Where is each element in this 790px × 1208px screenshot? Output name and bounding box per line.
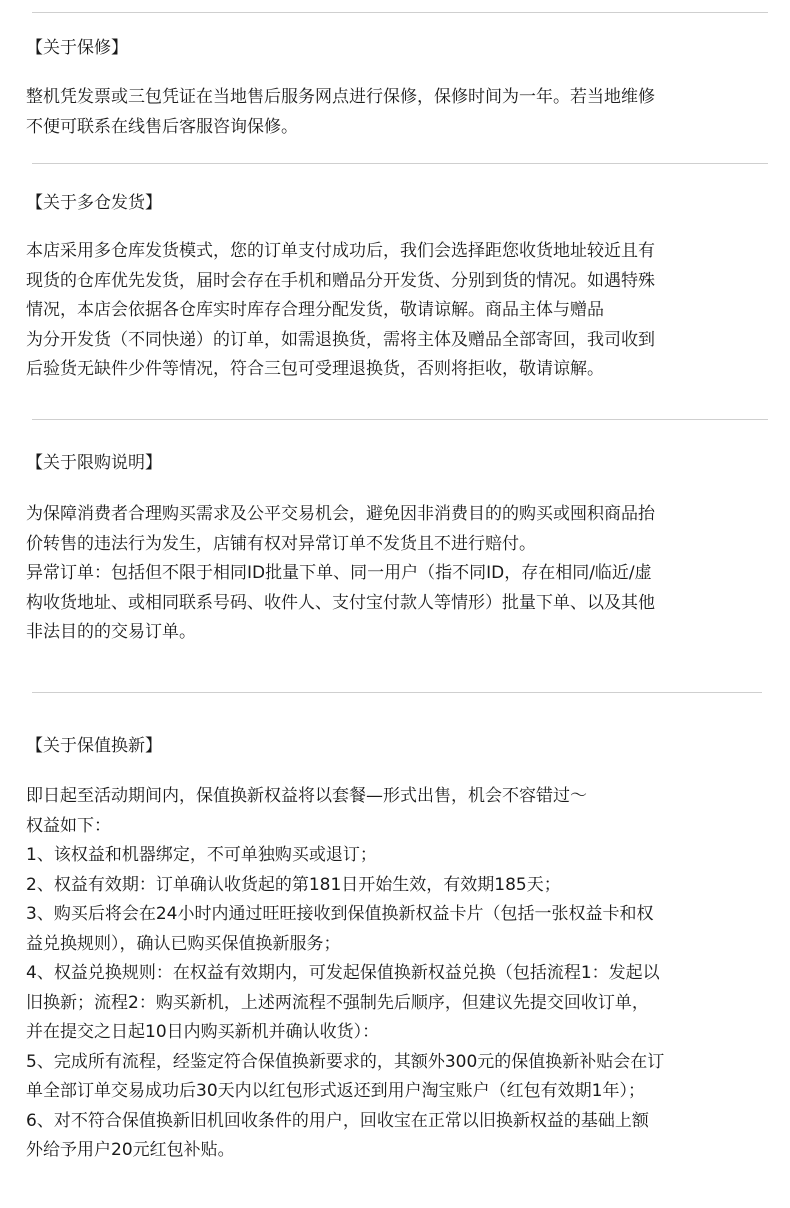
section-body-warranty <box>26 83 655 142</box>
section-body-multi-warehouse <box>26 237 655 385</box>
divider-1 <box>32 163 768 164</box>
section-body-purchase-limit <box>26 500 655 648</box>
text-line: 非法目的的交易订单。 <box>26 622 196 642</box>
text-line: 情况，本店会依据各仓库实时库存合理分配发货，敬请谅解。商品主体与赠品 <box>26 300 604 320</box>
text-line: 后验货无缺件少件等情况，符合三包可受理退换货，否则将拒收，敬请谅解。 <box>26 359 604 379</box>
text-line: 6、对不符合保值换新旧机回收条件的用户，回收宝在正常以旧换新权益的基础上额 <box>26 1110 649 1131</box>
text-line: 3、购买后将会在24小时内通过旺旺接收到保值换新权益卡片（包括一张权益卡和权 <box>26 904 654 924</box>
text-line: 价转售的违法行为发生，店铺有权对异常订单不发货且不进行赔付。 <box>26 533 536 554</box>
text-line: 本店采用多仓库发货模式，您的订单支付成功后，我们会选择距您收货地址较近且有 <box>26 241 655 261</box>
text-line: 权益如下： <box>26 815 111 836</box>
text-line: 4、权益兑换规则：在权益有效期内，可发起保值换新权益兑换（包括流程1：发起以 <box>26 963 660 983</box>
section-heading-warranty: 【关于保修】 <box>26 38 128 58</box>
text-line: 为保障消费者合理购买需求及公平交易机会，避免因非消费目的的购买或囤积商品抬 <box>26 504 655 524</box>
text-line: 为分开发货（不同快递）的订单，如需退换货，需将主体及赠品全部寄回，我司收到 <box>26 329 655 350</box>
text-line: 益兑换规则），确认已购买保值换新服务； <box>26 933 341 954</box>
text-line: 现货的仓库优先发货，届时会存在手机和赠品分开发货、分别到货的情况。如遇特殊 <box>26 270 655 291</box>
section-heading-trade-in: 【关于保值换新】 <box>26 736 162 756</box>
text-line: 单全部订单交易成功后30天内以红包形式返还到用户淘宝账户（红包有效期1年）； <box>26 1081 645 1101</box>
section-heading-purchase-limit: 【关于限购说明】 <box>26 453 162 473</box>
text-line: 不便可联系在线售后客服咨询保修。 <box>26 116 298 137</box>
text-line: 1、该权益和机器绑定，不可单独购买或退订； <box>26 845 377 865</box>
divider-top <box>32 12 768 13</box>
text-line: 整机凭发票或三包凭证在当地售后服务网点进行保修，保修时间为一年。若当地维修 <box>26 87 655 107</box>
text-line: 异常订单：包括但不限于相同ID批量下单、同一用户（指不同ID，存在相同/临近/虚 <box>26 563 652 583</box>
section-body-trade-in <box>26 782 664 1166</box>
divider-3 <box>32 692 762 693</box>
text-line: 2、权益有效期：订单确认收货起的第181日开始生效，有效期185天； <box>26 874 561 895</box>
text-line: 5、完成所有流程，经鉴定符合保值换新要求的，其额外300元的保值换新补贴会在订 <box>26 1051 665 1072</box>
text-line: 即日起至活动期间内，保值换新权益将以套餐—形式出售，机会不容错过～ <box>26 786 587 806</box>
text-line: 旧换新；流程2：购买新机，上述两流程不强制先后顺序，但建议先提交回收订单， <box>26 992 649 1013</box>
divider-2 <box>32 419 768 420</box>
text-line: 外给予用户20元红包补贴。 <box>26 1140 235 1160</box>
text-line: 并在提交之日起10日内购买新机并确认收货）： <box>26 1022 380 1042</box>
text-line: 构收货地址、或相同联系号码、收件人、支付宝付款人等情形）批量下单、以及其他 <box>26 592 655 613</box>
section-heading-multi-warehouse: 【关于多仓发货】 <box>26 193 162 213</box>
